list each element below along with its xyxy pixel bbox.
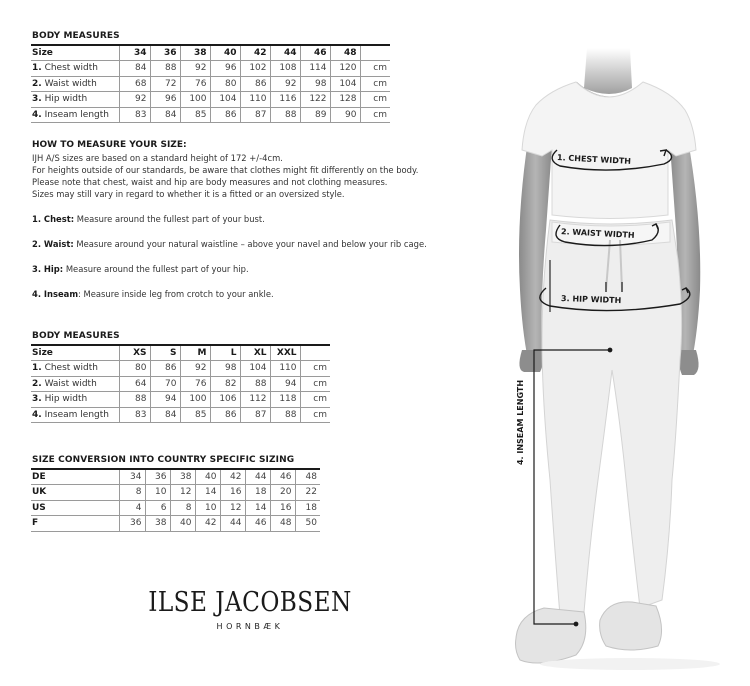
cell: 83 — [119, 107, 150, 123]
cell: 16 — [220, 485, 245, 501]
size-conversion-title: SIZE CONVERSION INTO COUNTRY SPECIFIC SIZING — [32, 455, 295, 465]
table-row — [31, 485, 320, 501]
cell: 92 — [180, 61, 210, 77]
cell: 82 — [210, 376, 240, 392]
cell: 120 — [330, 61, 360, 77]
cell: 98 — [300, 76, 330, 92]
cell: 96 — [210, 61, 240, 77]
cell: 76 — [180, 376, 210, 392]
cell: 86 — [150, 361, 180, 377]
cell: 102 — [240, 61, 270, 77]
howto-step-waist: 2. Waist: Measure around your natural waistline – above your navel and below your rib cage. — [32, 239, 427, 249]
cell: 128 — [330, 92, 360, 108]
brand-logo — [125, 587, 375, 631]
cell: 48 — [295, 469, 320, 485]
cell: 16 — [270, 500, 295, 516]
table-row — [31, 76, 390, 92]
model-silhouette-icon — [480, 0, 750, 686]
cell: 88 — [270, 407, 300, 423]
cell: 6 — [145, 500, 170, 516]
size-column: S — [150, 345, 180, 361]
cell: 34 — [119, 469, 145, 485]
cell: 100 — [180, 392, 210, 408]
cell: 87 — [240, 407, 270, 423]
size-column: M — [180, 345, 210, 361]
cell: 92 — [119, 92, 150, 108]
cell: 80 — [119, 361, 150, 377]
cell: 96 — [150, 92, 180, 108]
size-column: 40 — [210, 45, 240, 61]
brand-location: HORNBÆK — [216, 622, 284, 631]
cell: 98 — [210, 361, 240, 377]
cell: 38 — [170, 469, 195, 485]
size-column: 48 — [330, 45, 360, 61]
cell: 88 — [150, 61, 180, 77]
table-header-row — [31, 45, 390, 61]
cell: 42 — [195, 516, 220, 532]
cell: 108 — [270, 61, 300, 77]
cell: 22 — [295, 485, 320, 501]
cell: 86 — [240, 76, 270, 92]
table-row — [31, 61, 390, 77]
row-label: 4. Inseam length — [31, 107, 119, 123]
unit-column-header — [300, 345, 330, 361]
howto-intro-line: Sizes may still vary in regard to whether it is a fitted or an oversized style. — [32, 189, 345, 199]
table-row — [31, 92, 390, 108]
size-column: L — [210, 345, 240, 361]
waist-width-label: 2. WAIST WIDTH — [560, 227, 635, 240]
cell: 4 — [119, 500, 145, 516]
row-label: 1. Chest width — [31, 361, 119, 377]
unit-cell: cm — [360, 76, 390, 92]
size-header: Size — [31, 45, 119, 61]
cell: 110 — [270, 361, 300, 377]
cell: 89 — [300, 107, 330, 123]
unit-cell: cm — [300, 407, 330, 423]
size-column: 36 — [150, 45, 180, 61]
cell: 20 — [270, 485, 295, 501]
howto-step-hip: 3. Hip: Measure around the fullest part of your hip. — [32, 264, 249, 274]
cell: 85 — [180, 407, 210, 423]
body-measures-title-1: BODY MEASURES — [32, 31, 120, 41]
cell: 85 — [180, 107, 210, 123]
cell: 87 — [240, 107, 270, 123]
size-column: 42 — [240, 45, 270, 61]
size-column: XS — [119, 345, 150, 361]
table-row — [31, 392, 330, 408]
size-column: XL — [240, 345, 270, 361]
row-label: 3. Hip width — [31, 392, 119, 408]
howto-intro-line: For heights outside of our standards, be aware that clothes might fit differently on the body. — [32, 165, 419, 175]
cell: 88 — [119, 392, 150, 408]
cell: 14 — [195, 485, 220, 501]
body-measures-title-2: BODY MEASURES — [32, 331, 120, 341]
cell: 10 — [195, 500, 220, 516]
unit-cell: cm — [360, 92, 390, 108]
cell: 100 — [180, 92, 210, 108]
cell: 92 — [180, 361, 210, 377]
cell: 88 — [270, 107, 300, 123]
unit-cell: cm — [300, 376, 330, 392]
cell: 84 — [119, 61, 150, 77]
row-label: 2. Waist width — [31, 76, 119, 92]
table-row — [31, 469, 320, 485]
cell: 76 — [180, 76, 210, 92]
cell: 12 — [220, 500, 245, 516]
table-row — [31, 516, 320, 532]
country-label: US — [31, 500, 119, 516]
cell: 104 — [330, 76, 360, 92]
unit-cell: cm — [360, 107, 390, 123]
howto-step-chest: 1. Chest: Measure around the fullest part of your bust. — [32, 214, 265, 224]
table-row — [31, 376, 330, 392]
howto-intro-line: Please note that chest, waist and hip are body measures and not clothing measures. — [32, 177, 388, 187]
size-column: 34 — [119, 45, 150, 61]
unit-cell: cm — [300, 392, 330, 408]
unit-cell: cm — [360, 61, 390, 77]
body-measures-table-letter — [31, 344, 330, 423]
row-label: 2. Waist width — [31, 376, 119, 392]
row-label: 4. Inseam length — [31, 407, 119, 423]
inseam-length-label: 4. INSEAM LENGTH — [516, 379, 526, 466]
cell: 10 — [145, 485, 170, 501]
chest-width-label: 1. CHEST WIDTH — [556, 153, 632, 166]
table-row — [31, 107, 390, 123]
country-label: DE — [31, 469, 119, 485]
row-label: 1. Chest width — [31, 61, 119, 77]
cell: 110 — [240, 92, 270, 108]
cell: 50 — [295, 516, 320, 532]
cell: 12 — [170, 485, 195, 501]
cell: 40 — [195, 469, 220, 485]
cell: 8 — [119, 485, 145, 501]
size-column: 38 — [180, 45, 210, 61]
table-row — [31, 361, 330, 377]
size-column: XXL — [270, 345, 300, 361]
cell: 44 — [245, 469, 270, 485]
brand-name: ILSE JACOBSEN — [148, 587, 352, 618]
cell: 38 — [145, 516, 170, 532]
cell: 114 — [300, 61, 330, 77]
cell: 94 — [270, 376, 300, 392]
cell: 84 — [150, 107, 180, 123]
size-column: 44 — [270, 45, 300, 61]
howto-step-inseam: 4. Inseam: Measure inside leg from crotch to your ankle. — [32, 289, 274, 299]
cell: 18 — [245, 485, 270, 501]
cell: 116 — [270, 92, 300, 108]
row-label: 3. Hip width — [31, 92, 119, 108]
cell: 88 — [240, 376, 270, 392]
cell: 84 — [150, 407, 180, 423]
howto-intro-line: IJH A/S sizes are based on a standard height of 172 +/-4cm. — [32, 153, 283, 163]
cell: 42 — [220, 469, 245, 485]
cell: 8 — [170, 500, 195, 516]
cell: 83 — [119, 407, 150, 423]
cell: 46 — [245, 516, 270, 532]
cell: 64 — [119, 376, 150, 392]
model-measurement-illustration — [480, 0, 750, 686]
cell: 86 — [210, 407, 240, 423]
cell: 104 — [210, 92, 240, 108]
cell: 36 — [119, 516, 145, 532]
hip-width-label: 3. HIP WIDTH — [560, 293, 622, 306]
cell: 106 — [210, 392, 240, 408]
unit-cell: cm — [300, 361, 330, 377]
country-label: F — [31, 516, 119, 532]
unit-column-header — [360, 45, 390, 61]
cell: 112 — [240, 392, 270, 408]
cell: 104 — [240, 361, 270, 377]
cell: 44 — [220, 516, 245, 532]
body-measures-table-numeric — [31, 44, 390, 123]
table-header-row — [31, 345, 330, 361]
country-label: UK — [31, 485, 119, 501]
table-row — [31, 407, 330, 423]
size-header: Size — [31, 345, 119, 361]
cell: 40 — [170, 516, 195, 532]
cell: 46 — [270, 469, 295, 485]
cell: 36 — [145, 469, 170, 485]
cell: 68 — [119, 76, 150, 92]
cell: 14 — [245, 500, 270, 516]
cell: 18 — [295, 500, 320, 516]
cell: 86 — [210, 107, 240, 123]
size-column: 46 — [300, 45, 330, 61]
cell: 92 — [270, 76, 300, 92]
size-conversion-table — [31, 468, 320, 532]
cell: 90 — [330, 107, 360, 123]
cell: 70 — [150, 376, 180, 392]
table-row — [31, 500, 320, 516]
cell: 118 — [270, 392, 300, 408]
cell: 48 — [270, 516, 295, 532]
cell: 80 — [210, 76, 240, 92]
cell: 94 — [150, 392, 180, 408]
cell: 72 — [150, 76, 180, 92]
how-to-measure-title: HOW TO MEASURE YOUR SIZE: — [32, 140, 187, 150]
cell: 122 — [300, 92, 330, 108]
